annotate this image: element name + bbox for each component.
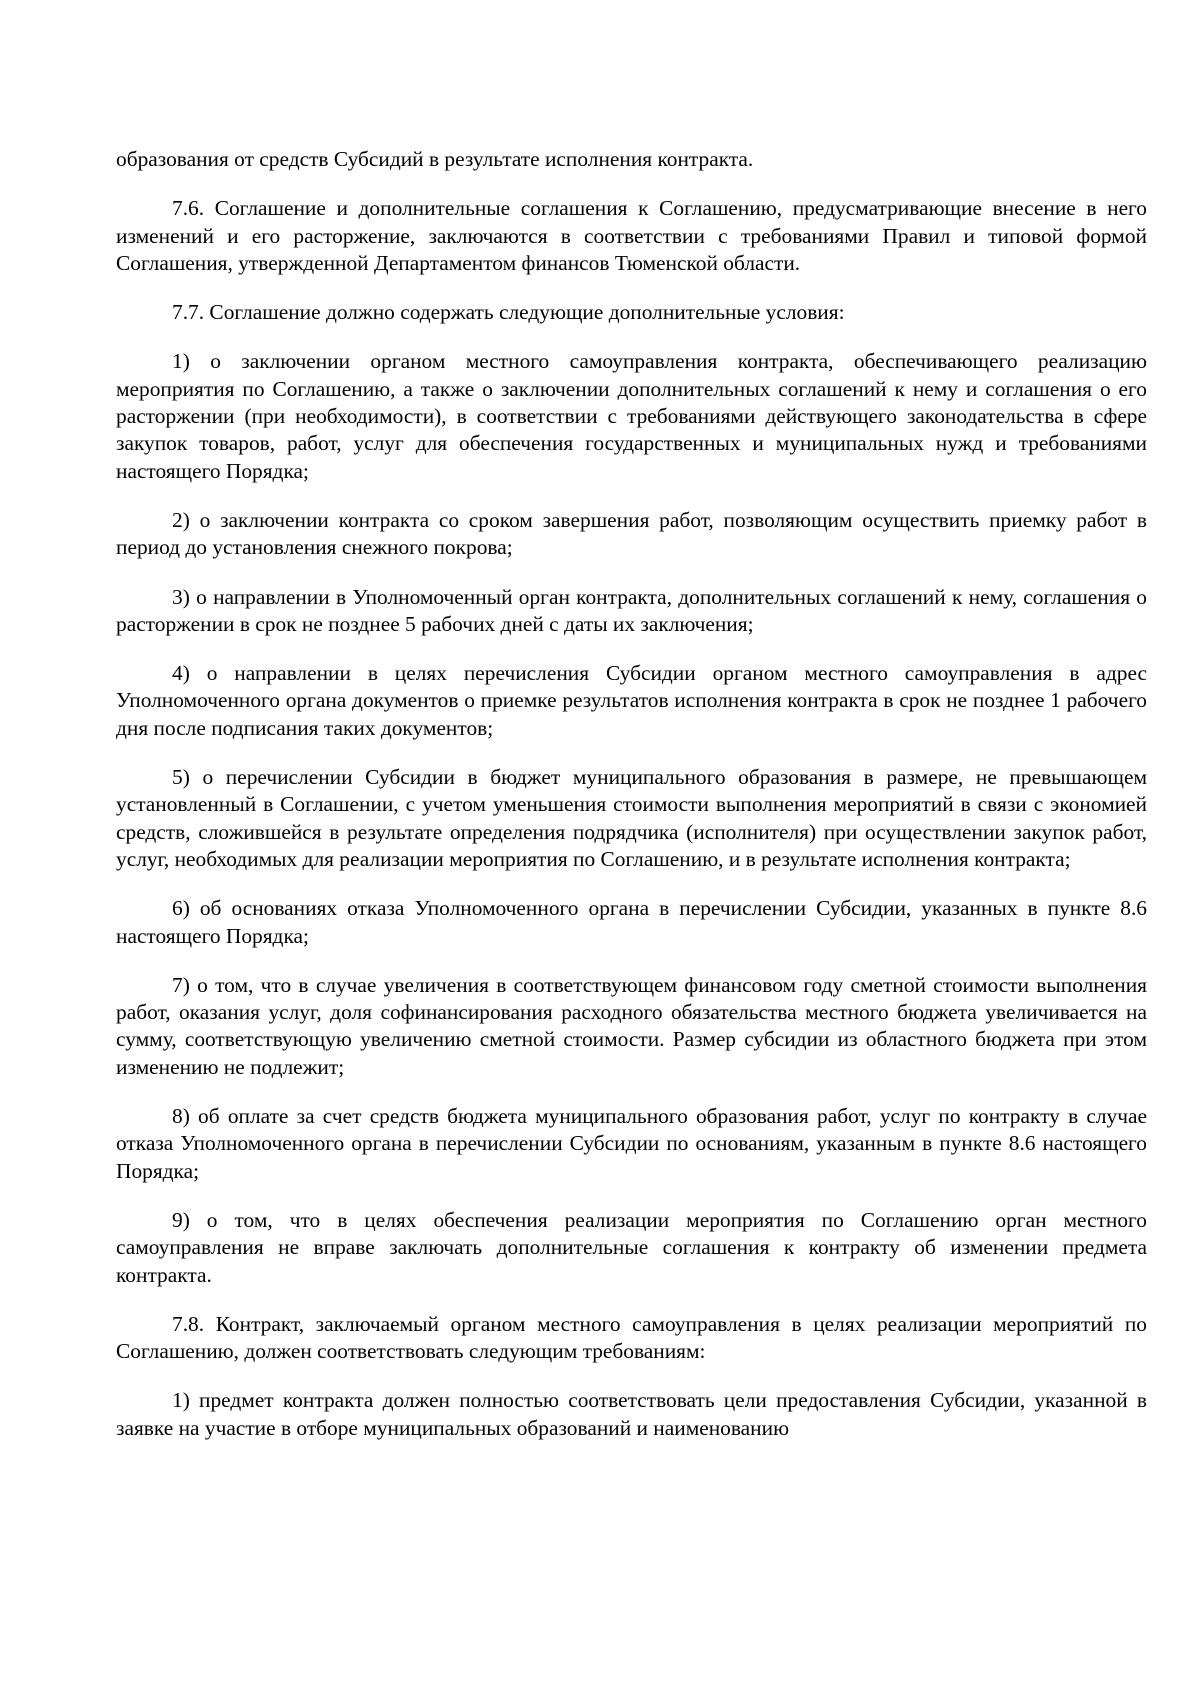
document-body [116,146,1147,1442]
paragraph-7-7-item-7: 7) о том, что в случае увеличения в соответствующем финансовом году сметной стоимости выполнения работ, оказания услуг, доля софинансирования расходного обязательства местного бюджета увеличивается на сумму, соответствующую увеличению сметной стоимости. Размер субсидии из областного бюджета при этом изменению не подлежит; [116,972,1147,1079]
paragraph-7-7-item-5: 5) о перечислении Субсидии в бюджет муниципального образования в размере, не превышающем установленный в Соглашении, с учетом уменьшения стоимости выполнения мероприятий в связи с экономией средств, сложившейся в результате определения подрядчика (исполнителя) при осуществлении закупок работ, услуг, необходимых для реализации мероприятия по Соглашению, и в результате исполнения контракта; [116,765,1147,871]
paragraph-continuation: образования от средств Субсидий в результате исполнения контракта. [116,147,754,171]
paragraph-7-7: 7.7. Соглашение должно содержать следующие дополнительные условия: [172,300,845,325]
paragraph-7-7-item-3: 3) о направлении в Уполномоченный орган контракта, дополнительных соглашений к нему, соглашения о расторжении в срок не позднее 5 рабочих дней с даты их заключения; [116,584,1147,636]
paragraph-7-6: 7.6. Соглашение и дополнительные соглашения к Соглашению, предусматривающие внесение в него изменений и его расторжение, заключаются в соответствии с требованиями Правил и типовой формой Соглашения, утвержденной Департаментом финансов Тюменской области. [116,196,1147,275]
paragraph-7-8-item-1: 1) предмет контракта должен полностью соответствовать цели предоставления Субсидии, указанной в заявке на участие в отборе муниципальных образований и наименованию [116,1388,1147,1440]
paragraph-7-7-item-9: 9) о том, что в целях обеспечения реализации мероприятия по Соглашению орган местного самоуправления не вправе заключать дополнительные соглашения к контракту об изменении предмета контракта. [116,1207,1147,1287]
paragraph-7-7-item-8: 8) об оплате за счет средств бюджета муниципального образования работ, услуг по контракту в случае отказа Уполномоченного органа в перечислении Субсидии по основаниям, указанным в пункте 8.6 настоящего Порядка; [116,1104,1147,1183]
paragraph-7-7-item-6: 6) об основаниях отказа Уполномоченного органа в перечислении Субсидии, указанных в пункте 8.6 настоящего Порядка; [116,896,1147,948]
paragraph-7-8: 7.8. Контракт, заключаемый органом местного самоуправления в целях реализации мероприятий по Соглашению, должен соответствовать следующим требованиям: [116,1311,1147,1364]
paragraph-7-7-item-1: 1) о заключении органом местного самоуправления контракта, обеспечивающего реализацию мероприятия по Соглашению, а также о заключении дополнительных соглашений к нему и соглашения о его расторжении (при необходимости), в соответствии с требованиями действующего законодательства в сфере закупок товаров, работ, услуг для обеспечения государственных и муниципальных нужд и требованиями настоящего Порядка; [116,349,1147,483]
paragraph-7-7-item-4: 4) о направлении в целях перечисления Субсидии органом местного самоуправления в адрес Уполномоченного органа документов о приемке результатов исполнения контракта в срок не позднее 1 рабочего дня после подписания таких документов; [116,661,1147,740]
paragraph-7-7-item-2: 2) о заключении контракта со сроком завершения работ, позволяющим осуществить приемку работ в период до установления снежного покрова; [116,507,1147,560]
